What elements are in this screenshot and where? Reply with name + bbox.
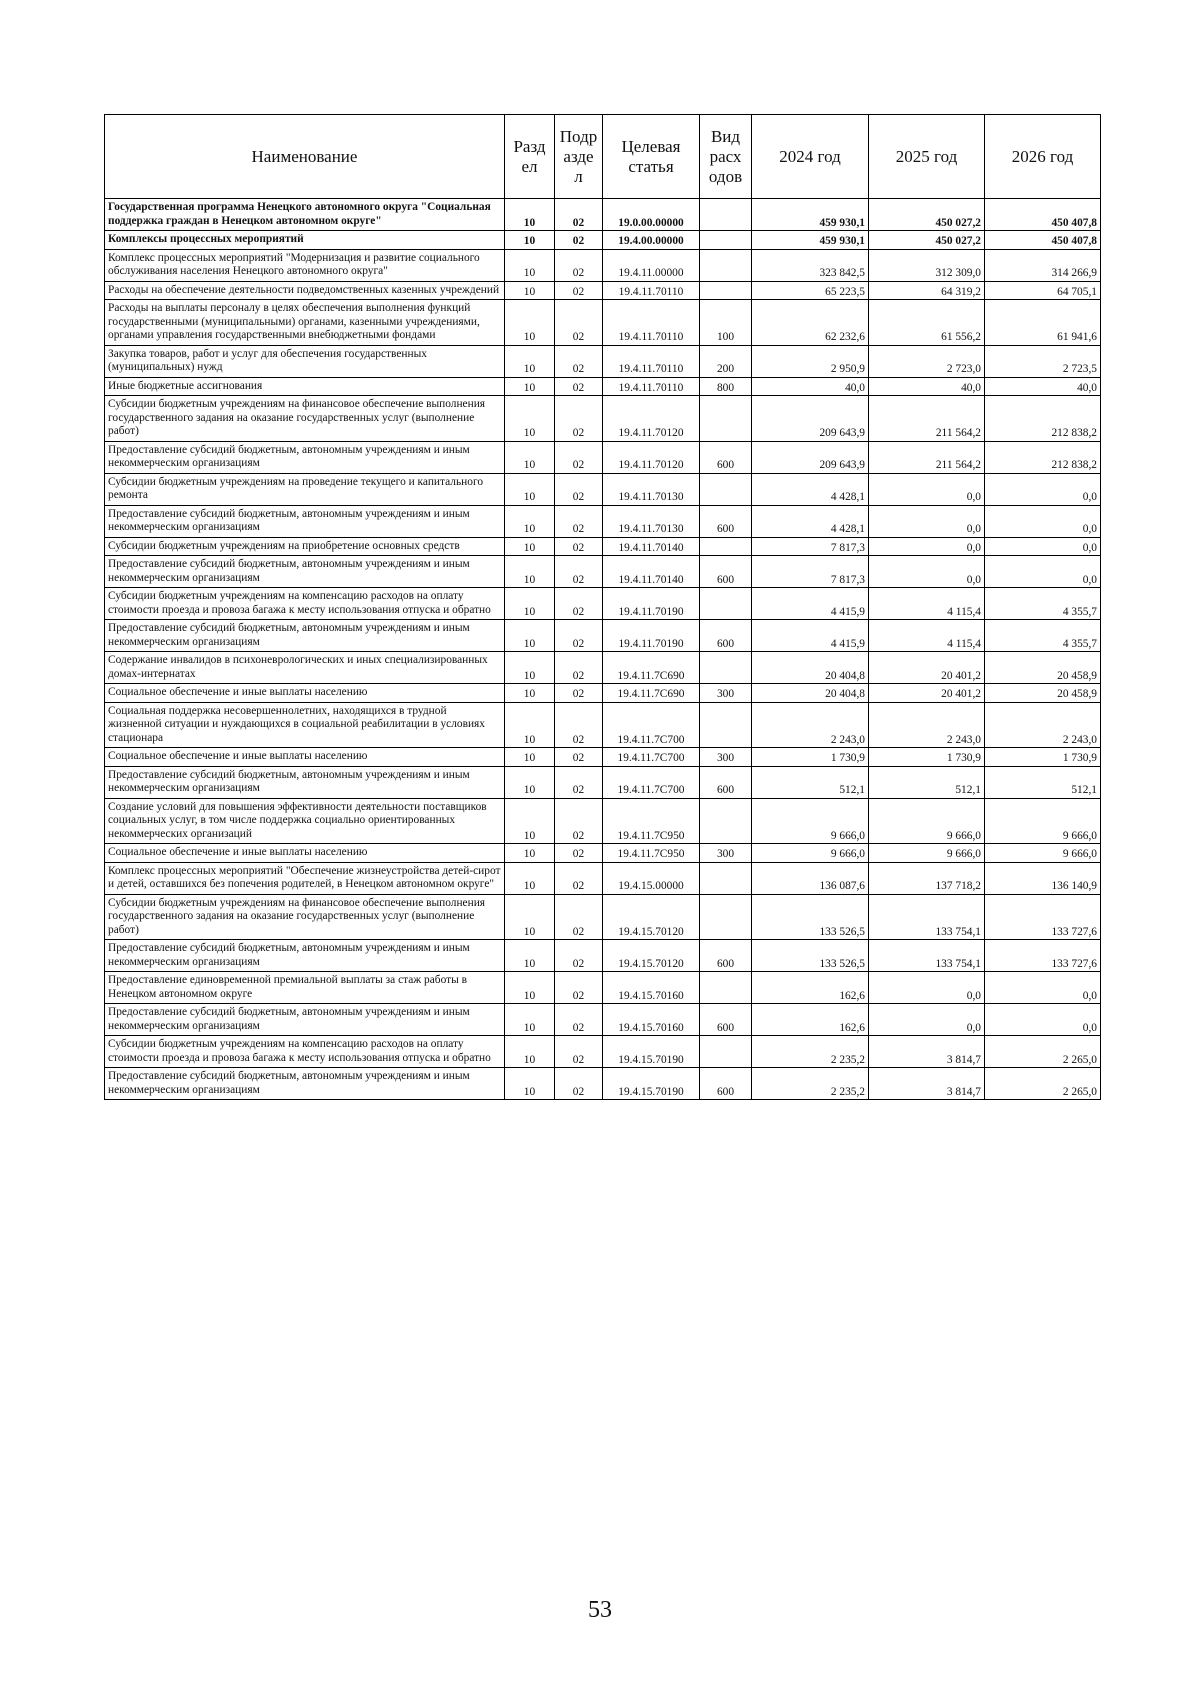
cell-celevaya-statya: 19.4.11.7С690 — [603, 652, 700, 684]
table-row — [105, 972, 1101, 1004]
cell-celevaya-statya: 19.4.11.70140 — [603, 537, 700, 556]
table-row — [105, 862, 1101, 894]
table-row — [105, 748, 1101, 767]
cell-2025: 450 027,2 — [869, 231, 985, 250]
header-vid-rashodov: Вид расх одов — [700, 115, 752, 199]
cell-celevaya-statya: 19.4.11.70110 — [603, 300, 700, 346]
cell-2025: 9 666,0 — [869, 844, 985, 863]
cell-2025: 312 309,0 — [869, 249, 985, 281]
cell-2025: 61 556,2 — [869, 300, 985, 346]
cell-podrazdel: 02 — [555, 588, 603, 620]
cell-razdel: 10 — [505, 620, 555, 652]
cell-razdel: 10 — [505, 702, 555, 748]
cell-2025: 20 401,2 — [869, 652, 985, 684]
cell-2026: 212 838,2 — [985, 441, 1101, 473]
cell-vid-rashodov — [700, 972, 752, 1004]
cell-razdel: 10 — [505, 684, 555, 703]
cell-2024: 4 415,9 — [752, 588, 869, 620]
cell-2026: 450 407,8 — [985, 199, 1101, 231]
table-row — [105, 473, 1101, 505]
cell-name: Комплекс процессных мероприятий "Обеспечение жизнеустройства детей-сирот и детей, оставшихся без попечения родителей, в Ненецком автономном округе" — [105, 862, 505, 894]
cell-vid-rashodov: 600 — [700, 505, 752, 537]
cell-vid-rashodov: 300 — [700, 748, 752, 767]
cell-2026: 2 265,0 — [985, 1036, 1101, 1068]
cell-podrazdel: 02 — [555, 894, 603, 940]
cell-name: Субсидии бюджетным учреждениям на проведение текущего и капитального ремонта — [105, 473, 505, 505]
table-row — [105, 377, 1101, 396]
cell-name: Закупка товаров, работ и услуг для обеспечения государственных (муниципальных) нужд — [105, 345, 505, 377]
cell-2026: 0,0 — [985, 1004, 1101, 1036]
cell-name: Предоставление субсидий бюджетным, автономным учреждениям и иным некоммерческим организациям — [105, 1068, 505, 1100]
table-row — [105, 345, 1101, 377]
cell-podrazdel: 02 — [555, 249, 603, 281]
cell-podrazdel: 02 — [555, 684, 603, 703]
cell-celevaya-statya: 19.4.11.70120 — [603, 441, 700, 473]
cell-vid-rashodov: 300 — [700, 684, 752, 703]
cell-2025: 4 115,4 — [869, 620, 985, 652]
cell-2026: 133 727,6 — [985, 940, 1101, 972]
cell-celevaya-statya: 19.4.11.70120 — [603, 396, 700, 442]
cell-podrazdel: 02 — [555, 1004, 603, 1036]
cell-podrazdel: 02 — [555, 972, 603, 1004]
table-row — [105, 281, 1101, 300]
page-number: 53 — [588, 1597, 612, 1623]
cell-2025: 1 730,9 — [869, 748, 985, 767]
cell-razdel: 10 — [505, 537, 555, 556]
cell-vid-rashodov: 600 — [700, 620, 752, 652]
cell-celevaya-statya: 19.4.11.70110 — [603, 377, 700, 396]
cell-2025: 0,0 — [869, 473, 985, 505]
cell-2025: 0,0 — [869, 537, 985, 556]
cell-celevaya-statya: 19.4.15.70190 — [603, 1036, 700, 1068]
table-row — [105, 1036, 1101, 1068]
table-row — [105, 620, 1101, 652]
cell-2026: 0,0 — [985, 537, 1101, 556]
cell-name: Предоставление субсидий бюджетным, автономным учреждениям и иным некоммерческим организациям — [105, 441, 505, 473]
table-row — [105, 940, 1101, 972]
cell-2026: 0,0 — [985, 473, 1101, 505]
cell-2026: 136 140,9 — [985, 862, 1101, 894]
cell-name: Предоставление субсидий бюджетным, автономным учреждениям и иным некоммерческим организациям — [105, 1004, 505, 1036]
cell-2024: 136 087,6 — [752, 862, 869, 894]
cell-podrazdel: 02 — [555, 652, 603, 684]
cell-vid-rashodov: 600 — [700, 1004, 752, 1036]
cell-2026: 20 458,9 — [985, 652, 1101, 684]
cell-celevaya-statya: 19.4.15.00000 — [603, 862, 700, 894]
cell-2026: 4 355,7 — [985, 588, 1101, 620]
cell-2024: 162,6 — [752, 972, 869, 1004]
cell-2025: 64 319,2 — [869, 281, 985, 300]
cell-name: Социальное обеспечение и иные выплаты населению — [105, 844, 505, 863]
header-2025: 2025 год — [869, 115, 985, 199]
cell-name: Расходы на обеспечение деятельности подведомственных казенных учреждений — [105, 281, 505, 300]
cell-2026: 0,0 — [985, 556, 1101, 588]
budget-table-container — [104, 114, 1100, 1100]
cell-razdel: 10 — [505, 377, 555, 396]
cell-razdel: 10 — [505, 798, 555, 844]
cell-celevaya-statya: 19.4.11.70110 — [603, 345, 700, 377]
header-2024: 2024 год — [752, 115, 869, 199]
cell-vid-rashodov: 200 — [700, 345, 752, 377]
cell-razdel: 10 — [505, 249, 555, 281]
cell-2026: 212 838,2 — [985, 396, 1101, 442]
table-row — [105, 441, 1101, 473]
cell-2024: 459 930,1 — [752, 231, 869, 250]
cell-razdel: 10 — [505, 1036, 555, 1068]
cell-name: Предоставление субсидий бюджетным, автономным учреждениям и иным некоммерческим организациям — [105, 556, 505, 588]
cell-razdel: 10 — [505, 652, 555, 684]
cell-celevaya-statya: 19.4.11.70190 — [603, 588, 700, 620]
cell-razdel: 10 — [505, 199, 555, 231]
cell-2024: 512,1 — [752, 766, 869, 798]
cell-celevaya-statya: 19.4.15.70160 — [603, 1004, 700, 1036]
cell-2025: 133 754,1 — [869, 894, 985, 940]
cell-name: Создание условий для повышения эффективности деятельности поставщиков социальных услуг, в том числе поддержка социально ориентированных некоммерческих организаций — [105, 798, 505, 844]
cell-2026: 2 723,5 — [985, 345, 1101, 377]
cell-podrazdel: 02 — [555, 620, 603, 652]
cell-2025: 133 754,1 — [869, 940, 985, 972]
cell-2024: 20 404,8 — [752, 684, 869, 703]
cell-celevaya-statya: 19.4.15.70120 — [603, 940, 700, 972]
cell-celevaya-statya: 19.4.11.70110 — [603, 281, 700, 300]
cell-2025: 0,0 — [869, 1004, 985, 1036]
cell-2024: 65 223,5 — [752, 281, 869, 300]
cell-podrazdel: 02 — [555, 537, 603, 556]
cell-2026: 40,0 — [985, 377, 1101, 396]
cell-2024: 4 428,1 — [752, 473, 869, 505]
cell-razdel: 10 — [505, 231, 555, 250]
table-body — [105, 199, 1101, 1100]
cell-vid-rashodov: 600 — [700, 1068, 752, 1100]
cell-2026: 2 265,0 — [985, 1068, 1101, 1100]
cell-2025: 40,0 — [869, 377, 985, 396]
cell-razdel: 10 — [505, 748, 555, 767]
cell-vid-rashodov — [700, 702, 752, 748]
cell-2025: 4 115,4 — [869, 588, 985, 620]
cell-2026: 314 266,9 — [985, 249, 1101, 281]
cell-celevaya-statya: 19.4.15.70190 — [603, 1068, 700, 1100]
cell-celevaya-statya: 19.4.00.00000 — [603, 231, 700, 250]
cell-vid-rashodov — [700, 588, 752, 620]
budget-table — [104, 114, 1101, 1100]
cell-name: Предоставление субсидий бюджетным, автономным учреждениям и иным некоммерческим организациям — [105, 505, 505, 537]
cell-podrazdel: 02 — [555, 300, 603, 346]
cell-name: Социальная поддержка несовершеннолетних, находящихся в трудной жизненной ситуации и нуждающихся в социальной реабилитации в условиях стационара — [105, 702, 505, 748]
header-2026: 2026 год — [985, 115, 1101, 199]
cell-name: Субсидии бюджетным учреждениям на финансовое обеспечение выполнения государственного задания на оказание государственных услуг (выполнение работ) — [105, 396, 505, 442]
cell-razdel: 10 — [505, 441, 555, 473]
cell-celevaya-statya: 19.4.11.7С700 — [603, 748, 700, 767]
cell-2025: 137 718,2 — [869, 862, 985, 894]
cell-podrazdel: 02 — [555, 231, 603, 250]
cell-celevaya-statya: 19.4.15.70120 — [603, 894, 700, 940]
cell-podrazdel: 02 — [555, 1036, 603, 1068]
cell-2025: 2 243,0 — [869, 702, 985, 748]
cell-2024: 2 235,2 — [752, 1036, 869, 1068]
cell-podrazdel: 02 — [555, 505, 603, 537]
cell-2025: 0,0 — [869, 505, 985, 537]
table-row — [105, 766, 1101, 798]
cell-podrazdel: 02 — [555, 473, 603, 505]
cell-vid-rashodov — [700, 473, 752, 505]
cell-2024: 323 842,5 — [752, 249, 869, 281]
table-row — [105, 844, 1101, 863]
table-row — [105, 684, 1101, 703]
cell-name: Комплексы процессных мероприятий — [105, 231, 505, 250]
cell-celevaya-statya: 19.4.11.7С950 — [603, 844, 700, 863]
cell-podrazdel: 02 — [555, 281, 603, 300]
cell-2024: 209 643,9 — [752, 396, 869, 442]
cell-2025: 3 814,7 — [869, 1068, 985, 1100]
cell-celevaya-statya: 19.4.11.70140 — [603, 556, 700, 588]
cell-name: Комплекс процессных мероприятий "Модернизация и развитие социального обслуживания населения Ненецкого автономного округа" — [105, 249, 505, 281]
cell-razdel: 10 — [505, 505, 555, 537]
cell-podrazdel: 02 — [555, 441, 603, 473]
cell-2025: 20 401,2 — [869, 684, 985, 703]
cell-podrazdel: 02 — [555, 345, 603, 377]
cell-name: Государственная программа Ненецкого автономного округа "Социальная поддержка граждан в Ненецком автономном округе" — [105, 199, 505, 231]
cell-podrazdel: 02 — [555, 862, 603, 894]
cell-razdel: 10 — [505, 281, 555, 300]
table-row — [105, 300, 1101, 346]
cell-2024: 4 415,9 — [752, 620, 869, 652]
cell-2024: 7 817,3 — [752, 537, 869, 556]
cell-podrazdel: 02 — [555, 702, 603, 748]
cell-celevaya-statya: 19.4.11.70190 — [603, 620, 700, 652]
cell-2024: 2 950,9 — [752, 345, 869, 377]
cell-celevaya-statya: 19.4.11.7С950 — [603, 798, 700, 844]
cell-2024: 62 232,6 — [752, 300, 869, 346]
cell-razdel: 10 — [505, 972, 555, 1004]
table-row — [105, 505, 1101, 537]
cell-razdel: 10 — [505, 766, 555, 798]
cell-celevaya-statya: 19.4.11.7С690 — [603, 684, 700, 703]
cell-vid-rashodov — [700, 1036, 752, 1068]
header-name: Наименование — [105, 115, 505, 199]
cell-name: Социальное обеспечение и иные выплаты населению — [105, 748, 505, 767]
table-row — [105, 1004, 1101, 1036]
cell-podrazdel: 02 — [555, 798, 603, 844]
cell-2026: 133 727,6 — [985, 894, 1101, 940]
cell-name: Предоставление субсидий бюджетным, автономным учреждениям и иным некоммерческим организациям — [105, 620, 505, 652]
cell-podrazdel: 02 — [555, 940, 603, 972]
table-row — [105, 894, 1101, 940]
cell-2024: 1 730,9 — [752, 748, 869, 767]
cell-razdel: 10 — [505, 473, 555, 505]
header-celevaya-statya: Целевая статья — [603, 115, 700, 199]
cell-vid-rashodov: 100 — [700, 300, 752, 346]
cell-2026: 0,0 — [985, 972, 1101, 1004]
cell-celevaya-statya: 19.4.11.7С700 — [603, 702, 700, 748]
cell-2024: 209 643,9 — [752, 441, 869, 473]
table-row — [105, 199, 1101, 231]
cell-name: Субсидии бюджетным учреждениям на приобретение основных средств — [105, 537, 505, 556]
table-header-row — [105, 115, 1101, 199]
table-row — [105, 231, 1101, 250]
cell-razdel: 10 — [505, 300, 555, 346]
cell-celevaya-statya: 19.4.11.7С700 — [603, 766, 700, 798]
cell-podrazdel: 02 — [555, 1068, 603, 1100]
table-row — [105, 588, 1101, 620]
cell-2024: 2 235,2 — [752, 1068, 869, 1100]
cell-name: Субсидии бюджетным учреждениям на компенсацию расходов на оплату стоимости проезда и провоза багажа к месту использования отпуска и обратно — [105, 1036, 505, 1068]
header-razdel: Разд ел — [505, 115, 555, 199]
cell-2024: 133 526,5 — [752, 894, 869, 940]
cell-vid-rashodov: 600 — [700, 441, 752, 473]
table-row — [105, 702, 1101, 748]
cell-2026: 1 730,9 — [985, 748, 1101, 767]
cell-vid-rashodov — [700, 652, 752, 684]
cell-2026: 2 243,0 — [985, 702, 1101, 748]
table-row — [105, 798, 1101, 844]
cell-razdel: 10 — [505, 862, 555, 894]
cell-2024: 2 243,0 — [752, 702, 869, 748]
cell-2025: 512,1 — [869, 766, 985, 798]
header-podrazdel: Подр азде л — [555, 115, 603, 199]
table-row — [105, 537, 1101, 556]
cell-vid-rashodov — [700, 231, 752, 250]
cell-vid-rashodov — [700, 798, 752, 844]
cell-2025: 211 564,2 — [869, 396, 985, 442]
cell-celevaya-statya: 19.4.11.00000 — [603, 249, 700, 281]
cell-2026: 9 666,0 — [985, 844, 1101, 863]
cell-2026: 512,1 — [985, 766, 1101, 798]
cell-2024: 162,6 — [752, 1004, 869, 1036]
cell-vid-rashodov: 800 — [700, 377, 752, 396]
cell-2024: 9 666,0 — [752, 844, 869, 863]
cell-vid-rashodov: 600 — [700, 766, 752, 798]
cell-2024: 9 666,0 — [752, 798, 869, 844]
cell-razdel: 10 — [505, 588, 555, 620]
table-row — [105, 556, 1101, 588]
table-row — [105, 396, 1101, 442]
cell-celevaya-statya: 19.4.15.70160 — [603, 972, 700, 1004]
cell-razdel: 10 — [505, 1004, 555, 1036]
cell-name: Предоставление субсидий бюджетным, автономным учреждениям и иным некоммерческим организациям — [105, 766, 505, 798]
cell-podrazdel: 02 — [555, 844, 603, 863]
cell-2025: 2 723,0 — [869, 345, 985, 377]
cell-celevaya-statya: 19.0.00.00000 — [603, 199, 700, 231]
cell-vid-rashodov: 600 — [700, 940, 752, 972]
cell-name: Предоставление субсидий бюджетным, автономным учреждениям и иным некоммерческим организациям — [105, 940, 505, 972]
cell-podrazdel: 02 — [555, 199, 603, 231]
cell-razdel: 10 — [505, 894, 555, 940]
cell-podrazdel: 02 — [555, 766, 603, 798]
cell-2025: 9 666,0 — [869, 798, 985, 844]
cell-razdel: 10 — [505, 345, 555, 377]
cell-podrazdel: 02 — [555, 377, 603, 396]
cell-vid-rashodov: 300 — [700, 844, 752, 863]
cell-vid-rashodov — [700, 862, 752, 894]
cell-podrazdel: 02 — [555, 748, 603, 767]
cell-2026: 20 458,9 — [985, 684, 1101, 703]
cell-vid-rashodov — [700, 281, 752, 300]
cell-2024: 4 428,1 — [752, 505, 869, 537]
cell-2025: 450 027,2 — [869, 199, 985, 231]
table-row — [105, 1068, 1101, 1100]
cell-podrazdel: 02 — [555, 556, 603, 588]
cell-2024: 7 817,3 — [752, 556, 869, 588]
cell-2025: 0,0 — [869, 556, 985, 588]
cell-razdel: 10 — [505, 396, 555, 442]
table-row — [105, 652, 1101, 684]
cell-podrazdel: 02 — [555, 396, 603, 442]
table-row — [105, 249, 1101, 281]
cell-razdel: 10 — [505, 556, 555, 588]
cell-vid-rashodov: 600 — [700, 556, 752, 588]
cell-2024: 20 404,8 — [752, 652, 869, 684]
cell-2024: 459 930,1 — [752, 199, 869, 231]
cell-vid-rashodov — [700, 396, 752, 442]
cell-name: Субсидии бюджетным учреждениям на финансовое обеспечение выполнения государственного задания на оказание государственных услуг (выполнение работ) — [105, 894, 505, 940]
cell-razdel: 10 — [505, 844, 555, 863]
cell-2025: 211 564,2 — [869, 441, 985, 473]
cell-2025: 3 814,7 — [869, 1036, 985, 1068]
cell-celevaya-statya: 19.4.11.70130 — [603, 505, 700, 537]
cell-2026: 450 407,8 — [985, 231, 1101, 250]
cell-2026: 4 355,7 — [985, 620, 1101, 652]
cell-name: Содержание инвалидов в психоневрологических и иных специализированных домах-интернатах — [105, 652, 505, 684]
cell-name: Предоставление единовременной премиальной выплаты за стаж работы в Ненецком автономном округе — [105, 972, 505, 1004]
cell-2026: 64 705,1 — [985, 281, 1101, 300]
cell-celevaya-statya: 19.4.11.70130 — [603, 473, 700, 505]
cell-vid-rashodov — [700, 537, 752, 556]
cell-2024: 40,0 — [752, 377, 869, 396]
cell-name: Иные бюджетные ассигнования — [105, 377, 505, 396]
cell-razdel: 10 — [505, 940, 555, 972]
cell-name: Субсидии бюджетным учреждениям на компенсацию расходов на оплату стоимости проезда и провоза багажа к месту использования отпуска и обратно — [105, 588, 505, 620]
cell-2026: 9 666,0 — [985, 798, 1101, 844]
cell-name: Социальное обеспечение и иные выплаты населению — [105, 684, 505, 703]
cell-vid-rashodov — [700, 249, 752, 281]
cell-vid-rashodov — [700, 894, 752, 940]
cell-2026: 0,0 — [985, 505, 1101, 537]
cell-razdel: 10 — [505, 1068, 555, 1100]
cell-2024: 133 526,5 — [752, 940, 869, 972]
cell-vid-rashodov — [700, 199, 752, 231]
cell-2025: 0,0 — [869, 972, 985, 1004]
cell-name: Расходы на выплаты персоналу в целях обеспечения выполнения функций государственными (муниципальными) органами, казенными учреждениями, органами управления государственными внебюджетными фондами — [105, 300, 505, 346]
cell-2026: 61 941,6 — [985, 300, 1101, 346]
